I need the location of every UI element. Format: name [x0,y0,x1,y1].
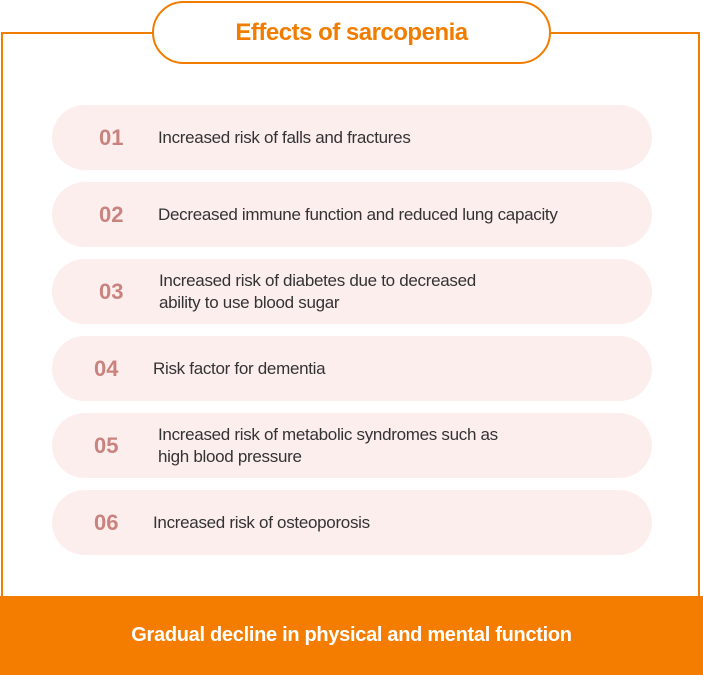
item-text: Increased risk of diabetes due to decreased ability to use blood sugar [159,270,476,312]
item-text: Increased risk of metabolic syndromes such as high blood pressure [158,424,498,466]
list-item [52,413,652,478]
item-text: Increased risk of falls and fractures [158,127,411,147]
item-text: Risk factor for dementia [153,358,326,378]
item-number: 02 [99,202,124,227]
list-item [52,490,652,555]
page-title: Effects of sarcopenia [235,18,468,46]
item-text: Decreased immune function and reduced lung capacity [158,204,558,224]
item-number: 06 [94,510,119,535]
footer-text: Gradual decline in physical and mental function [131,624,572,646]
list-item [52,336,652,401]
item-number: 03 [99,279,124,304]
item-number: 04 [94,356,119,381]
list-item [52,259,652,324]
item-number: 01 [99,125,124,150]
item-text: Increased risk of osteoporosis [153,512,370,532]
item-number: 05 [94,433,119,458]
list-item [52,182,652,247]
list-item [52,105,652,170]
footer-banner [0,596,703,675]
title-pill [152,1,551,64]
